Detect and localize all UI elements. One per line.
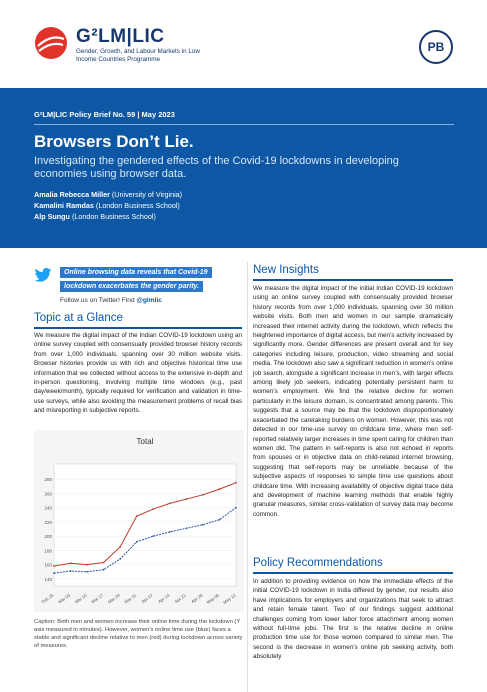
topic-heading: Topic at a Glance	[34, 312, 123, 324]
twitter-icon[interactable]	[34, 268, 52, 282]
data-point	[235, 507, 237, 509]
x-tick-label: Apr 21	[173, 592, 187, 605]
data-point	[136, 541, 138, 543]
data-point	[202, 524, 204, 526]
data-point	[103, 562, 105, 564]
x-tick-label: Apr 07	[140, 592, 154, 605]
x-tick-label: Mar 10	[73, 592, 88, 605]
data-point	[219, 519, 221, 521]
policy-brief-badge: PB	[419, 30, 453, 64]
topic-body: We measure the digital impact of the Indian COVID-19 lockdown using an online survey coupled with consensually provided browser history records from over 1,000 individuals, spanning over 30 million website visits. Browser histories provide us with rich and objective historical time use information that we collected without access to the extensive in-depth and in-person questioning, involving multiple time windows (e.g., past day/week/month), typically required for verification and validation in time-use surveys, while also avoiding the measurement problems of recall bias and misreporting in subjective reports.	[34, 332, 242, 415]
policy-heading-rule	[253, 572, 453, 574]
chart-title: Total	[136, 437, 154, 446]
x-tick-label: Mar 17	[90, 592, 105, 605]
page-title: Browsers Don’t Lie.	[34, 132, 194, 151]
author-list	[34, 189, 182, 222]
data-point	[53, 565, 55, 567]
twitter-handle-link[interactable]: @glmlic	[136, 297, 162, 304]
topic-heading-rule	[34, 327, 242, 329]
x-tick-label: May 05	[205, 592, 221, 605]
x-tick-label: Feb 25	[40, 592, 55, 605]
column-divider	[247, 262, 248, 692]
data-point	[70, 562, 72, 564]
banner-divider	[34, 124, 454, 125]
policy-body: In addition to providing evidence on how the immediate effects of the initial COVID-19 lockdown in India differed by gender, our results also have implications for employers and organizations that seek to attract and retain female talent. Two of our findings suggest additional challenges coming from lower labor force attachment among women without full-time jobs. The first is the relative decline in online production time use for those women compared to similar men. The second is the decrease in women’s online job seeking activity, both absolutely	[253, 578, 453, 661]
data-point	[169, 502, 171, 504]
data-point	[185, 527, 187, 529]
x-tick-label: Mar 24	[106, 592, 121, 605]
plot-area	[54, 464, 236, 586]
data-point	[219, 488, 221, 490]
tweet-text: Online browsing data reveals that Covid-19 lockdown exacerbates the gender parity.	[60, 266, 225, 294]
x-tick-label: Apr 28	[190, 592, 204, 605]
data-point	[119, 546, 121, 548]
x-tick-label: Mar 03	[57, 592, 72, 605]
line-chart	[34, 430, 244, 612]
data-point	[136, 515, 138, 517]
data-point	[202, 494, 204, 496]
insights-body: We measure the digital impact of the initial Indian COVID-19 lockdown using an online survey coupled with consensually provided browser history records from over 1,000 individuals, spanning over 30 million website visits. Both men and women in our sample dramatically increased their internet activity during the lockdown, which reflects the heightened importance of digital access, but men’s activity increased by significantly more. Gender differences are present overall and for key categories including leisure, production, video streaming and social media. The lockdown also saw a significant reduction in women’s online job search, alongside a significant increase in men’s, with larger effects among likely job seekers, indicating potentially persistent harm to women’s employment. We find the relative decline for women particularly in the leisure domain, is concentrated among parents. This suggests that a source may be that the lockdown disproportionately exacerbated the caretaking burdens on women. However, this was not detected in our time-use survey on childcare time, where men self-reported relatively larger increases in time spent caring for children than women did. The pattern in self-reports is also not echoed in reports from spouses or in objective data on child-related internet browsing, suggesting that self-reports may be unreliable because of the subjective aspects of responses to simple time use questions about childcare time. With increasing availability of objective digital trace data and development of machine learning methods that enable highly granular measures, similar cross-validation of survey data may become common.	[253, 285, 453, 518]
insights-heading: New Insights	[253, 264, 319, 276]
follow-line: Follow us on Twitter! Find @glmlic	[60, 297, 162, 304]
data-point	[119, 558, 121, 560]
data-point	[53, 572, 55, 574]
data-point	[152, 508, 154, 510]
data-point	[235, 482, 237, 484]
x-tick-label: May 12	[222, 592, 237, 605]
data-point	[86, 564, 88, 566]
data-point	[86, 571, 88, 573]
chart-caption: Caption: Both men and women increase their online time during the lockdown (Y axis measured in minutes). However, women’s online time use (blue) faces a stable and significant decline relative to men (red) during lockdown across variety of measures.	[34, 619, 243, 649]
y-tick-label: 240	[44, 505, 52, 511]
data-point	[185, 498, 187, 500]
data-point	[103, 569, 105, 571]
total-time-chart	[34, 430, 244, 612]
author: Kamalini Ramdas (London Business School)	[34, 201, 180, 210]
y-tick-label: 220	[44, 519, 52, 525]
y-tick-label: 260	[44, 491, 52, 497]
author: Amalia Rebecca Miller (University of Virginia)	[34, 190, 183, 199]
logo-title: G²LM|LIC	[76, 26, 165, 47]
logo-subtitle: Gender, Growth, and Labour Markets in Low Income Countries Programme	[76, 48, 200, 63]
policy-heading: Policy Recommendations	[253, 557, 383, 569]
y-tick-label: 280	[44, 477, 52, 483]
x-tick-label: Apr 14	[157, 592, 171, 605]
y-tick-label: 160	[44, 562, 52, 568]
brief-number: G²LM|LIC Policy Brief No. 59 | May 2023	[34, 110, 175, 119]
page-header	[0, 0, 487, 88]
author: Alp Sungu (London Business School)	[34, 212, 156, 221]
data-point	[152, 535, 154, 537]
logo-icon	[34, 26, 68, 60]
y-tick-label: 140	[44, 576, 52, 582]
x-tick-label: Mar 31	[123, 592, 138, 605]
page-subtitle: Investigating the gendered effects of the Covid-19 lockdowns in developing economies using browser data.	[34, 155, 399, 180]
y-tick-label: 200	[44, 534, 52, 540]
insights-heading-rule	[253, 279, 453, 281]
data-point	[169, 531, 171, 533]
data-point	[70, 570, 72, 572]
y-tick-label: 180	[44, 548, 52, 554]
